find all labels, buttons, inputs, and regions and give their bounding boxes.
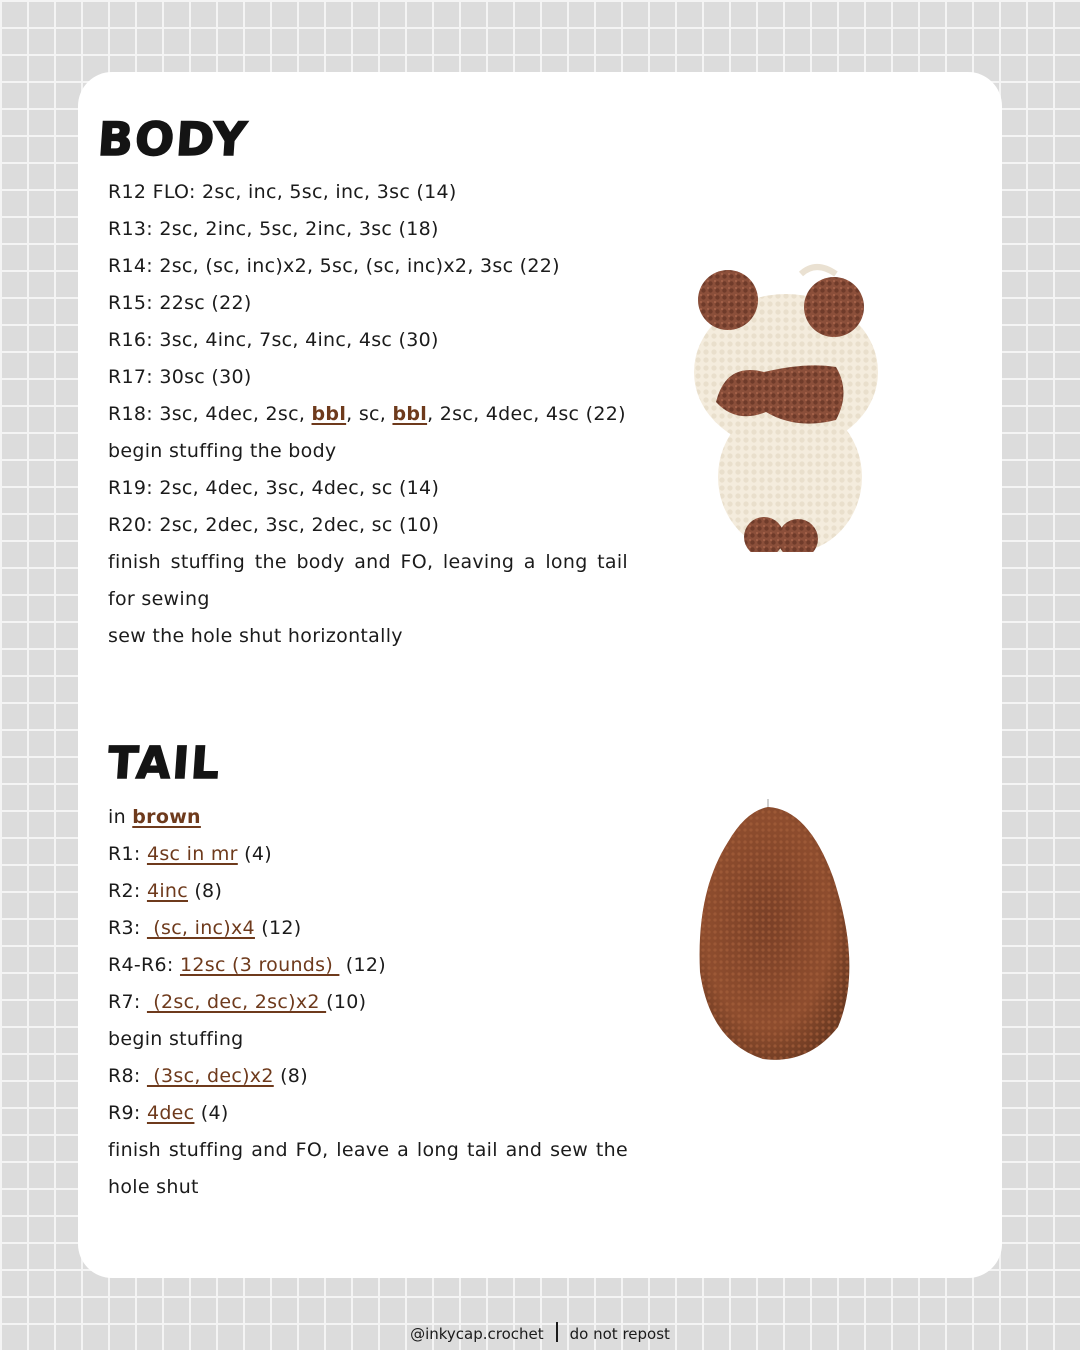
body_section-instruction-line: [108, 248, 628, 285]
instruction-text: R18: 3sc, 4dec, 2sc,: [108, 403, 312, 425]
tail-heading: TAIL: [106, 738, 223, 789]
instruction-text: in: [108, 806, 133, 828]
left-ear-shape: [698, 270, 758, 330]
body_section-instruction-line: [108, 470, 628, 507]
instruction-text: (4): [237, 843, 272, 865]
instruction-text: R16: 3sc, 4inc, 7sc, 4inc, 4sc (30): [108, 329, 439, 351]
instruction-text: (8): [273, 1065, 308, 1087]
instruction-text: , 2sc, 4dec, 4sc (22): [427, 403, 626, 425]
body_section-instruction-line: [108, 544, 635, 618]
body_section-instruction-line: [108, 285, 628, 322]
right-ear-shape: [804, 277, 864, 337]
instruction-text: R19: 2sc, 4dec, 3sc, 4dec, sc (14): [108, 477, 440, 499]
stitch-link[interactable]: 4inc: [146, 880, 188, 902]
stitch-link[interactable]: 4dec: [146, 1102, 195, 1124]
body-instructions: [108, 174, 635, 655]
tail_section-instruction-line: [108, 1021, 628, 1058]
instruction-text: R8:: [108, 1065, 147, 1087]
instruction-text: begin stuffing the body: [108, 440, 337, 462]
instruction-text: R2:: [108, 880, 147, 902]
hanging-loop: [801, 267, 836, 274]
tail_section-instruction-line: [108, 799, 628, 836]
instruction-text: R1:: [108, 843, 147, 865]
instruction-text: R4-R6:: [108, 954, 180, 976]
body_section-instruction-line: [108, 359, 628, 396]
instruction-text: R3:: [108, 917, 147, 939]
tail_section-instruction-line: [108, 910, 628, 947]
body_section-instruction-line: [108, 322, 628, 359]
stitch-link[interactable]: 4sc in mr: [146, 843, 238, 865]
instruction-text: R20: 2sc, 2dec, 3sc, 2dec, sc (10): [108, 514, 440, 536]
tail_section-instruction-line: [108, 947, 628, 984]
instruction-text: R17: 30sc (30): [108, 366, 252, 388]
instruction-text: (12): [339, 954, 386, 976]
tail_section-instruction-line: [108, 1132, 635, 1206]
instruction-text: R7:: [108, 991, 147, 1013]
instruction-text: finish stuffing the body and FO, leaving a long tail for sewing: [108, 551, 635, 610]
stitch-link[interactable]: bbl: [311, 403, 347, 425]
body_section-instruction-line: [108, 618, 628, 655]
stitch-link[interactable]: (3sc, dec)x2: [146, 1065, 274, 1087]
stitch-link[interactable]: 12sc (3 rounds): [179, 954, 340, 976]
stitch-link[interactable]: (2sc, dec, 2sc)x2: [146, 991, 327, 1013]
instruction-text: (4): [194, 1102, 229, 1124]
body-heading: BODY: [96, 112, 251, 166]
instruction-text: (8): [188, 880, 223, 902]
stitch-link[interactable]: bbl: [392, 403, 428, 425]
instruction-text: (12): [254, 917, 302, 939]
instruction-text: R14: 2sc, (sc, inc)x2, 5sc, (sc, inc)x2, 3sc (22): [108, 255, 560, 277]
instruction-text: finish stuffing and FO, leave a long tail and sew the hole shut: [108, 1139, 635, 1198]
body_section-instruction-line: [108, 507, 628, 544]
tail_section-instruction-line: [108, 1095, 628, 1132]
tail-instructions: [108, 799, 635, 1206]
tail-texture: [700, 807, 850, 1060]
instruction-text: R9:: [108, 1102, 147, 1124]
stitch-link[interactable]: (sc, inc)x4: [146, 917, 255, 939]
footer: [0, 1322, 1080, 1343]
tail_section-instruction-line: [108, 836, 628, 873]
instruction-text: R15: 22sc (22): [108, 292, 252, 314]
body_section-instruction-line: [108, 174, 628, 211]
footer-divider: [556, 1322, 558, 1342]
instruction-text: begin stuffing: [108, 1028, 244, 1050]
instruction-text: , sc,: [346, 403, 393, 425]
tail_section-instruction-line: [108, 984, 628, 1021]
stitch-link[interactable]: brown: [132, 806, 201, 828]
instruction-text: R12 FLO: 2sc, inc, 5sc, inc, 3sc (14): [108, 181, 457, 203]
footer-handle[interactable]: @inkycap.crochet: [410, 1325, 544, 1343]
body_section-instruction-line: [108, 433, 628, 470]
tail-photo: [688, 797, 868, 1067]
pattern-card: [78, 72, 1002, 1278]
tail_section-instruction-line: [108, 873, 628, 910]
instruction-text: sew the hole shut horizontally: [108, 625, 403, 647]
body-photo: [686, 252, 886, 552]
tail_section-instruction-line: [108, 1058, 628, 1095]
body_section-instruction-line: [108, 396, 628, 433]
footer-notice: do not repost: [569, 1325, 670, 1343]
instruction-text: (10): [326, 991, 367, 1013]
body_section-instruction-line: [108, 211, 628, 248]
instruction-text: R13: 2sc, 2inc, 5sc, 2inc, 3sc (18): [108, 218, 439, 240]
